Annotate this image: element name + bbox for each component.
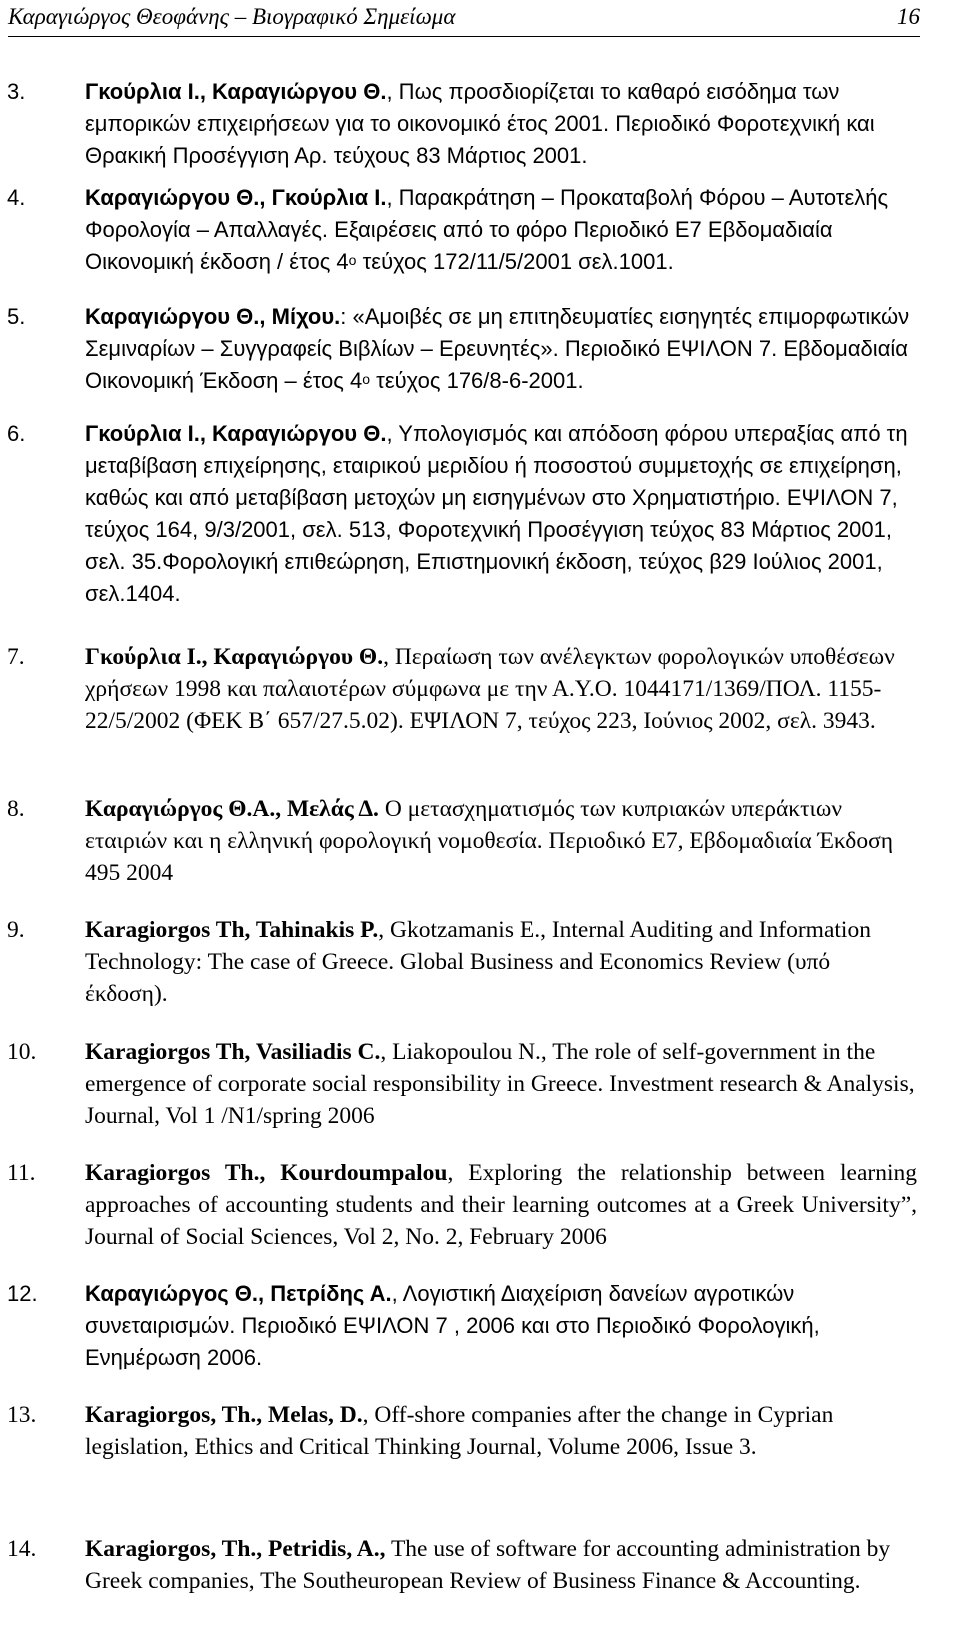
item-text: , Παρακράτηση – Προκαταβολή Φόρου – Αυτοτελής Φορολογία – Απαλλαγές. Εξαιρέσεις από το φόρο Περιοδικό Ε7 Εβδομαδιαία Οικονομική έκδοση / έτος 4 (85, 185, 889, 274)
header-title: Καραγιώργος Θεοφάνης – Βιογραφικό Σημείωμα (8, 4, 456, 29)
item-number: 13. (7, 1402, 37, 1428)
item-text: : «Αμοιβές σε μη επιτηδευματίες εισηγητές επιμορφωτικών Σεμιναρίων – Συγγραφείς Βιβλίων – Ερευνητές». Περιοδικό ΕΨΙΛΟΝ 7. Εβδομαδιαία Οικονομική Έκδοση – έτος 4 (85, 304, 910, 393)
item-authors: Γκούρλια Ι., Καραγιώργου Θ. (85, 644, 384, 670)
list-item (7, 1278, 917, 1374)
page-header (8, 0, 920, 37)
item-text: , Exploring the relationship between learning approaches of accounting students and their learning outcomes at a Greek University”, Journal of Social Sciences, Vol 2, No. 2, February 2006 (85, 1160, 918, 1250)
item-authors: Karagiorgos Th., Kourdoumpalou (85, 1160, 448, 1186)
item-text: , Gkotzamanis E., Internal Auditing and Information Technology: The case of Greece. Global Business and Economics Review (υπό έκδοση). (85, 917, 871, 1007)
list-item (7, 793, 917, 889)
item-text: The use of software for accounting administration by Greek companies, The Southeuropean Review of Business Finance & Accounting. (85, 1536, 891, 1594)
item-authors: Karagiorgos, Th., Petridis, A., (85, 1536, 386, 1562)
list-item (7, 182, 917, 278)
item-text: , Off-shore companies after the change in Cyprian legislation, Ethics and Critical Thinking Journal, Volume 2006, Issue 3. (85, 1402, 834, 1460)
item-number: 11. (7, 1160, 36, 1186)
item-authors: Καραγιώργου Θ., Γκούρλια Ι. (85, 185, 387, 210)
item-authors: Καραγιώργος Θ., Πετρίδης Α. (85, 1281, 392, 1306)
item-authors: Καραγιώργου Θ., Μίχου. (85, 304, 341, 329)
item-superscript: ο (348, 252, 357, 268)
list-item (7, 641, 917, 737)
list-item (7, 76, 917, 172)
item-number: 14. (7, 1536, 37, 1562)
item-authors: Γκούρλια Ι., Καραγιώργου Θ. (85, 79, 387, 104)
item-text-cont: τεύχος 176/8-6-2001. (370, 368, 584, 393)
item-authors: Karagiorgos Th, Tahinakis P. (85, 917, 379, 943)
item-authors: Karagiorgos Th, Vasiliadis C. (85, 1039, 381, 1065)
item-number: 8. (7, 796, 25, 822)
list-item (7, 301, 917, 397)
item-text: , Liakopoulou N., The role of self-government in the emergence of corporate social responsibility in Greece. Investment research & Analysis, Journal, Vol 1 /N1/spring 2006 (85, 1039, 915, 1129)
item-number: 7. (7, 644, 25, 670)
list-item (7, 418, 917, 610)
item-text: , Υπολογισμός και απόδοση φόρου υπεραξίας από τη μεταβίβαση επιχείρησης, εταιρικού μεριδίου ή ποσοστού συμμετοχής σε επιχείρηση, καθώς και από μεταβίβαση μετοχών μη εισηγμένων στο Χρηματιστήριο. ΕΨΙΛΟΝ 7, τεύχος 164, 9/3/2001, σελ. 513, Φοροτεχνική Προσέγγιση τεύχος 83 Μάρτιος 2001, σελ. 35.Φορολογική επιθεώρηση, Επιστημονική έκδοση, τεύχος β29 Ιούλιος 2001, σελ.1404. (85, 421, 908, 606)
item-superscript: ο (362, 371, 371, 387)
item-number: 5. (7, 304, 26, 329)
list-item (7, 914, 917, 1010)
item-text: Ο μετασχηματισμός των κυπριακών υπεράκτιων εταιριών και η ελληνική φορολογική νομοθεσία. Περιοδικό Ε7, Εβδομαδιαία Έκδοση 495 2004 (85, 796, 894, 886)
item-number: 3. (7, 79, 26, 104)
page-number: 16 (897, 4, 920, 29)
item-authors: Γκούρλια Ι., Καραγιώργου Θ. (85, 421, 387, 446)
item-number: 6. (7, 421, 26, 446)
item-text: , Λογιστική Διαχείριση δανείων αγροτικών συνεταιρισμών. Περιοδικό ΕΨΙΛΟΝ 7 , 2006 και στο Περιοδικό Φορολογική, Ενημέρωση 2006. (85, 1281, 820, 1370)
list-item (7, 1533, 917, 1597)
item-number: 9. (7, 917, 25, 943)
item-number: 12. (7, 1281, 38, 1306)
item-number: 4. (7, 185, 26, 210)
item-number: 10. (7, 1039, 37, 1065)
item-text: , Πως προσδιορίζεται το καθαρό εισόδημα των εμπορικών επιχειρήσεων για το οικονομικό έτος 2001. Περιοδικό Φοροτεχνική και Θρακική Προσέγγιση Αρ. τεύχους 83 Μάρτιος 2001. (85, 79, 875, 168)
item-authors: Karagiorgos, Th., Melas, D. (85, 1402, 363, 1428)
item-text-cont: τεύχος 172/11/5/2001 σελ.1001. (356, 249, 674, 274)
list-item (7, 1399, 917, 1463)
item-text: , Περαίωση των ανέλεγκτων φορολογικών υποθέσεων χρήσεων 1998 και παλαιοτέρων σύμφωνα με την Α.Υ.Ο. 1044171/1369/ΠΟΛ. 1155-22/5/2002 (ΦΕΚ Β΄ 657/27.5.02). ΕΨΙΛΟΝ 7, τεύχος 223, Ιούνιος 2002, σελ. 3943. (85, 644, 895, 734)
list-item (7, 1036, 917, 1132)
item-authors: Καραγιώργος Θ.Α., Μελάς Δ. (85, 796, 379, 822)
list-item (7, 1157, 918, 1253)
